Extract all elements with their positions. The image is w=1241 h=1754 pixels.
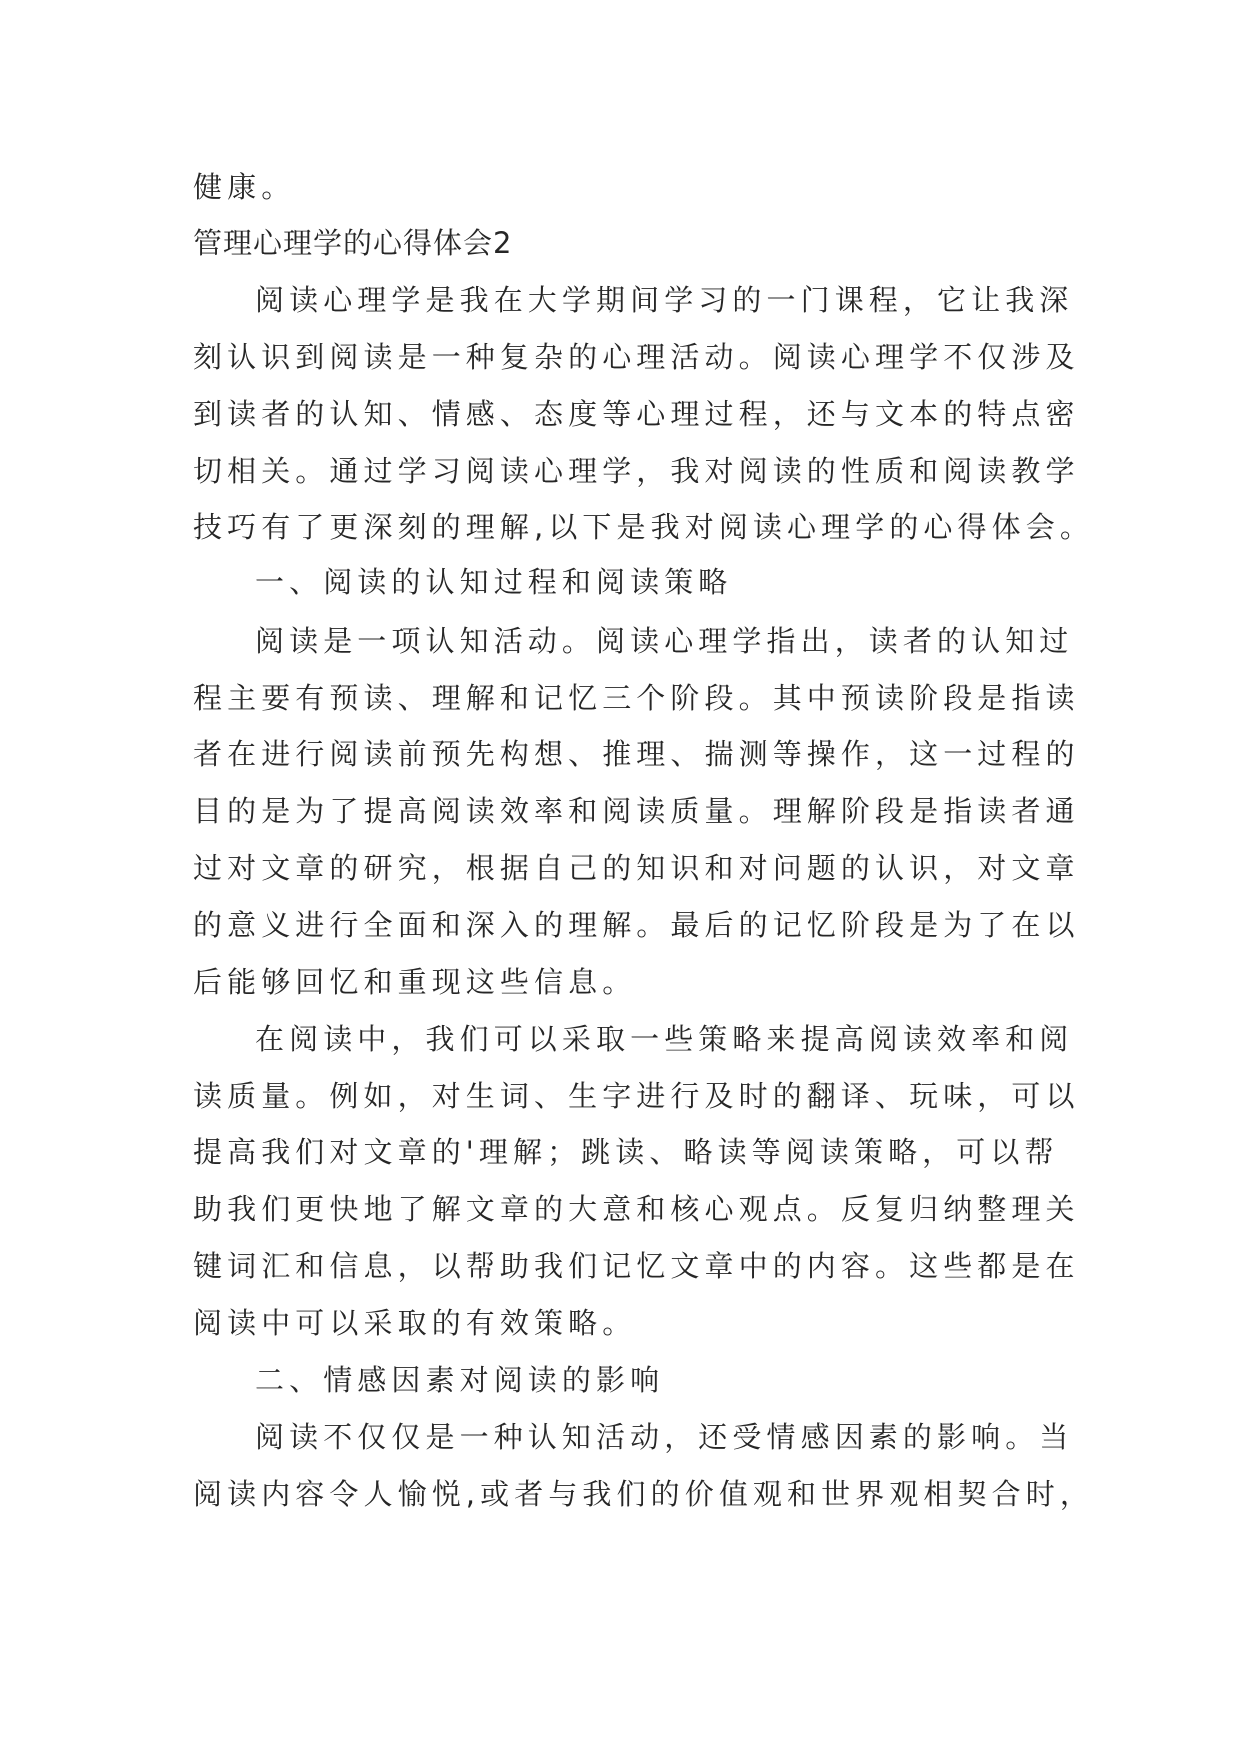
section-heading: 二、情感因素对阅读的影响: [255, 1363, 665, 1397]
paragraph-line: 阅读中可以采取的有效策略。: [193, 1306, 637, 1340]
paragraph-line: 阅读不仅仅是一种认知活动，还受情感因素的影响。当: [255, 1420, 1074, 1454]
paragraph-line: 刻认识到阅读是一种复杂的心理活动。阅读心理学不仅涉及: [193, 340, 1080, 374]
paragraph-line: 者在进行阅读前预先构想、推理、揣测等操作，这一过程的: [193, 737, 1080, 771]
paragraph-line: 助我们更快地了解文章的大意和核心观点。反复归纳整理关: [193, 1192, 1080, 1226]
paragraph-line: 切相关。通过学习阅读心理学，我对阅读的性质和阅读教学: [193, 454, 1080, 488]
paragraph-line: 过对文章的研究，根据自己的知识和对问题的认识，对文章: [193, 851, 1080, 885]
paragraph-line: 的意义进行全面和深入的理解。最后的记忆阶段是为了在以: [193, 908, 1080, 942]
paragraph-line: 阅读心理学是我在大学期间学习的一门课程，它让我深: [255, 283, 1074, 317]
section-title: 管理心理学的心得体会2: [193, 226, 513, 260]
paragraph-line: 健康。: [193, 170, 296, 204]
paragraph-line: 到读者的认知、情感、态度等心理过程，还与文本的特点密: [193, 397, 1080, 431]
paragraph-line: 阅读内容令人愉悦,或者与我们的价值观和世界观相契合时，: [193, 1477, 1094, 1511]
paragraph-line: 在阅读中，我们可以采取一些策略来提高阅读效率和阅: [255, 1022, 1074, 1056]
section-heading: 一、阅读的认知过程和阅读策略: [255, 565, 733, 599]
paragraph-line: 技巧有了更深刻的理解,以下是我对阅读心理学的心得体会。: [193, 510, 1094, 544]
paragraph-line: 目的是为了提高阅读效率和阅读质量。理解阶段是指读者通: [193, 794, 1080, 828]
paragraph-line: 后能够回忆和重现这些信息。: [193, 965, 637, 999]
paragraph-line: 阅读是一项认知活动。阅读心理学指出，读者的认知过: [255, 624, 1074, 658]
paragraph-line: 键词汇和信息，以帮助我们记忆文章中的内容。这些都是在: [193, 1249, 1080, 1283]
paragraph-line: 程主要有预读、理解和记忆三个阶段。其中预读阶段是指读: [193, 681, 1080, 715]
paragraph-line: 提高我们对文章的'理解；跳读、略读等阅读策略，可以帮: [193, 1135, 1059, 1169]
paragraph-line: 读质量。例如，对生词、生字进行及时的翻译、玩味，可以: [193, 1079, 1080, 1113]
